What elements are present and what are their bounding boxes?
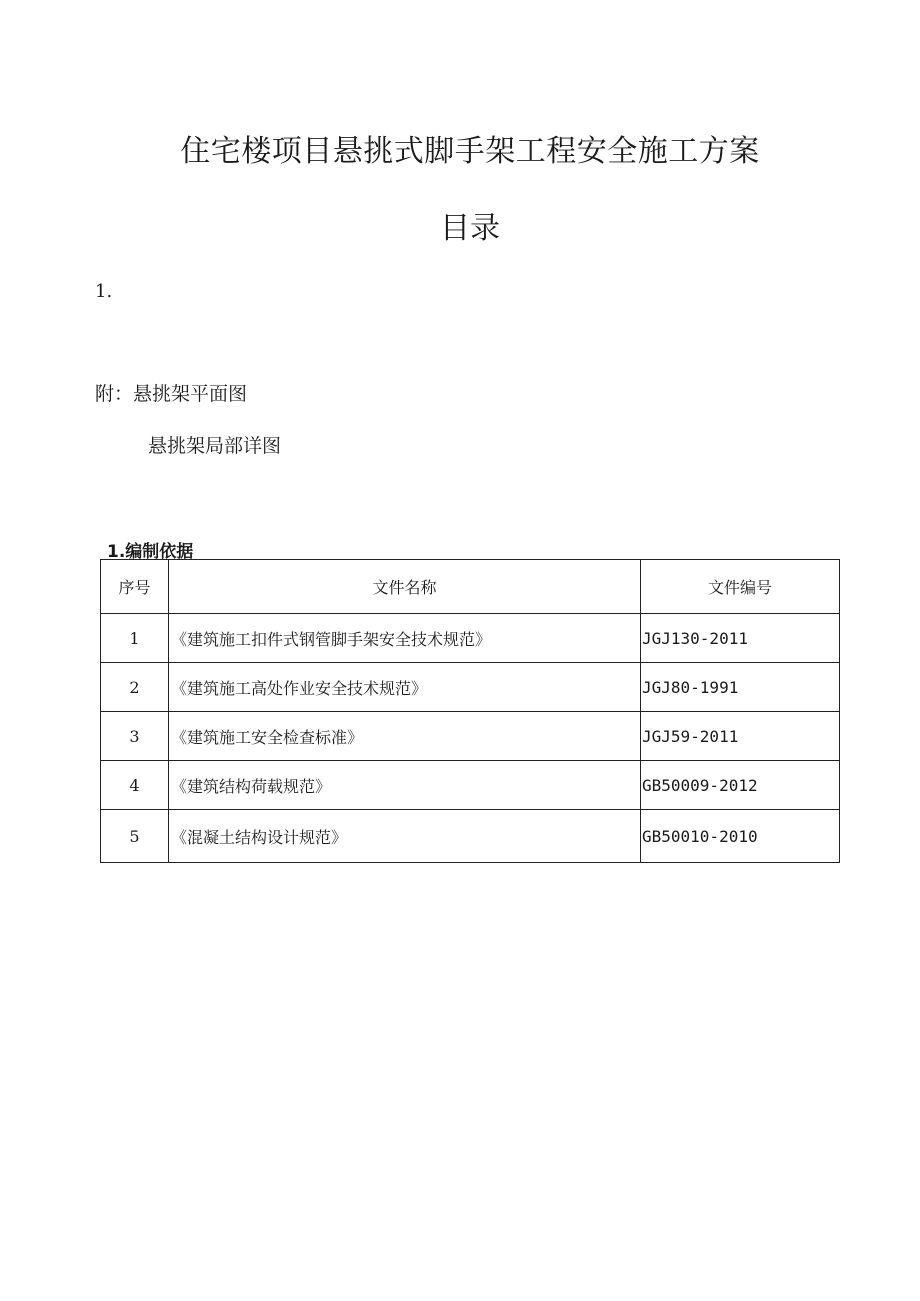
row-name: 《混凝土结构设计规范》 <box>169 810 641 863</box>
row-code: JGJ59-2011 <box>641 712 840 761</box>
table-header-row <box>101 560 840 614</box>
row-no: 5 <box>101 810 169 863</box>
row-name: 《建筑施工高处作业安全技术规范》 <box>169 663 641 712</box>
appendix-sub-item: 悬挑架局部详图 <box>148 435 282 457</box>
header-name: 文件名称 <box>169 560 641 614</box>
compilation-basis-table <box>100 559 840 863</box>
row-name: 《建筑施工安全检查标准》 <box>169 712 641 761</box>
section-heading: 1.编制依据 <box>107 542 194 562</box>
row-name: 《建筑施工扣件式钢管脚手架安全技术规范》 <box>169 614 641 663</box>
table-row <box>101 663 840 712</box>
toc-item: 1. <box>95 281 113 302</box>
table-row <box>101 712 840 761</box>
row-code: GB50010-2010 <box>641 810 840 863</box>
header-no: 序号 <box>101 560 169 614</box>
table-row <box>101 761 840 810</box>
appendix-label: 附：悬挑架平面图 <box>95 383 248 405</box>
header-code: 文件编号 <box>641 560 840 614</box>
row-code: GB50009-2012 <box>641 761 840 810</box>
table-row <box>101 614 840 663</box>
row-name: 《建筑结构荷载规范》 <box>169 761 641 810</box>
row-code: JGJ130-2011 <box>641 614 840 663</box>
row-no: 1 <box>101 614 169 663</box>
toc-heading: 目录 <box>440 211 500 246</box>
row-code: JGJ80-1991 <box>641 663 840 712</box>
row-no: 3 <box>101 712 169 761</box>
document-title: 住宅楼项目悬挑式脚手架工程安全施工方案 <box>180 134 760 169</box>
row-no: 4 <box>101 761 169 810</box>
table-row <box>101 810 840 863</box>
row-no: 2 <box>101 663 169 712</box>
